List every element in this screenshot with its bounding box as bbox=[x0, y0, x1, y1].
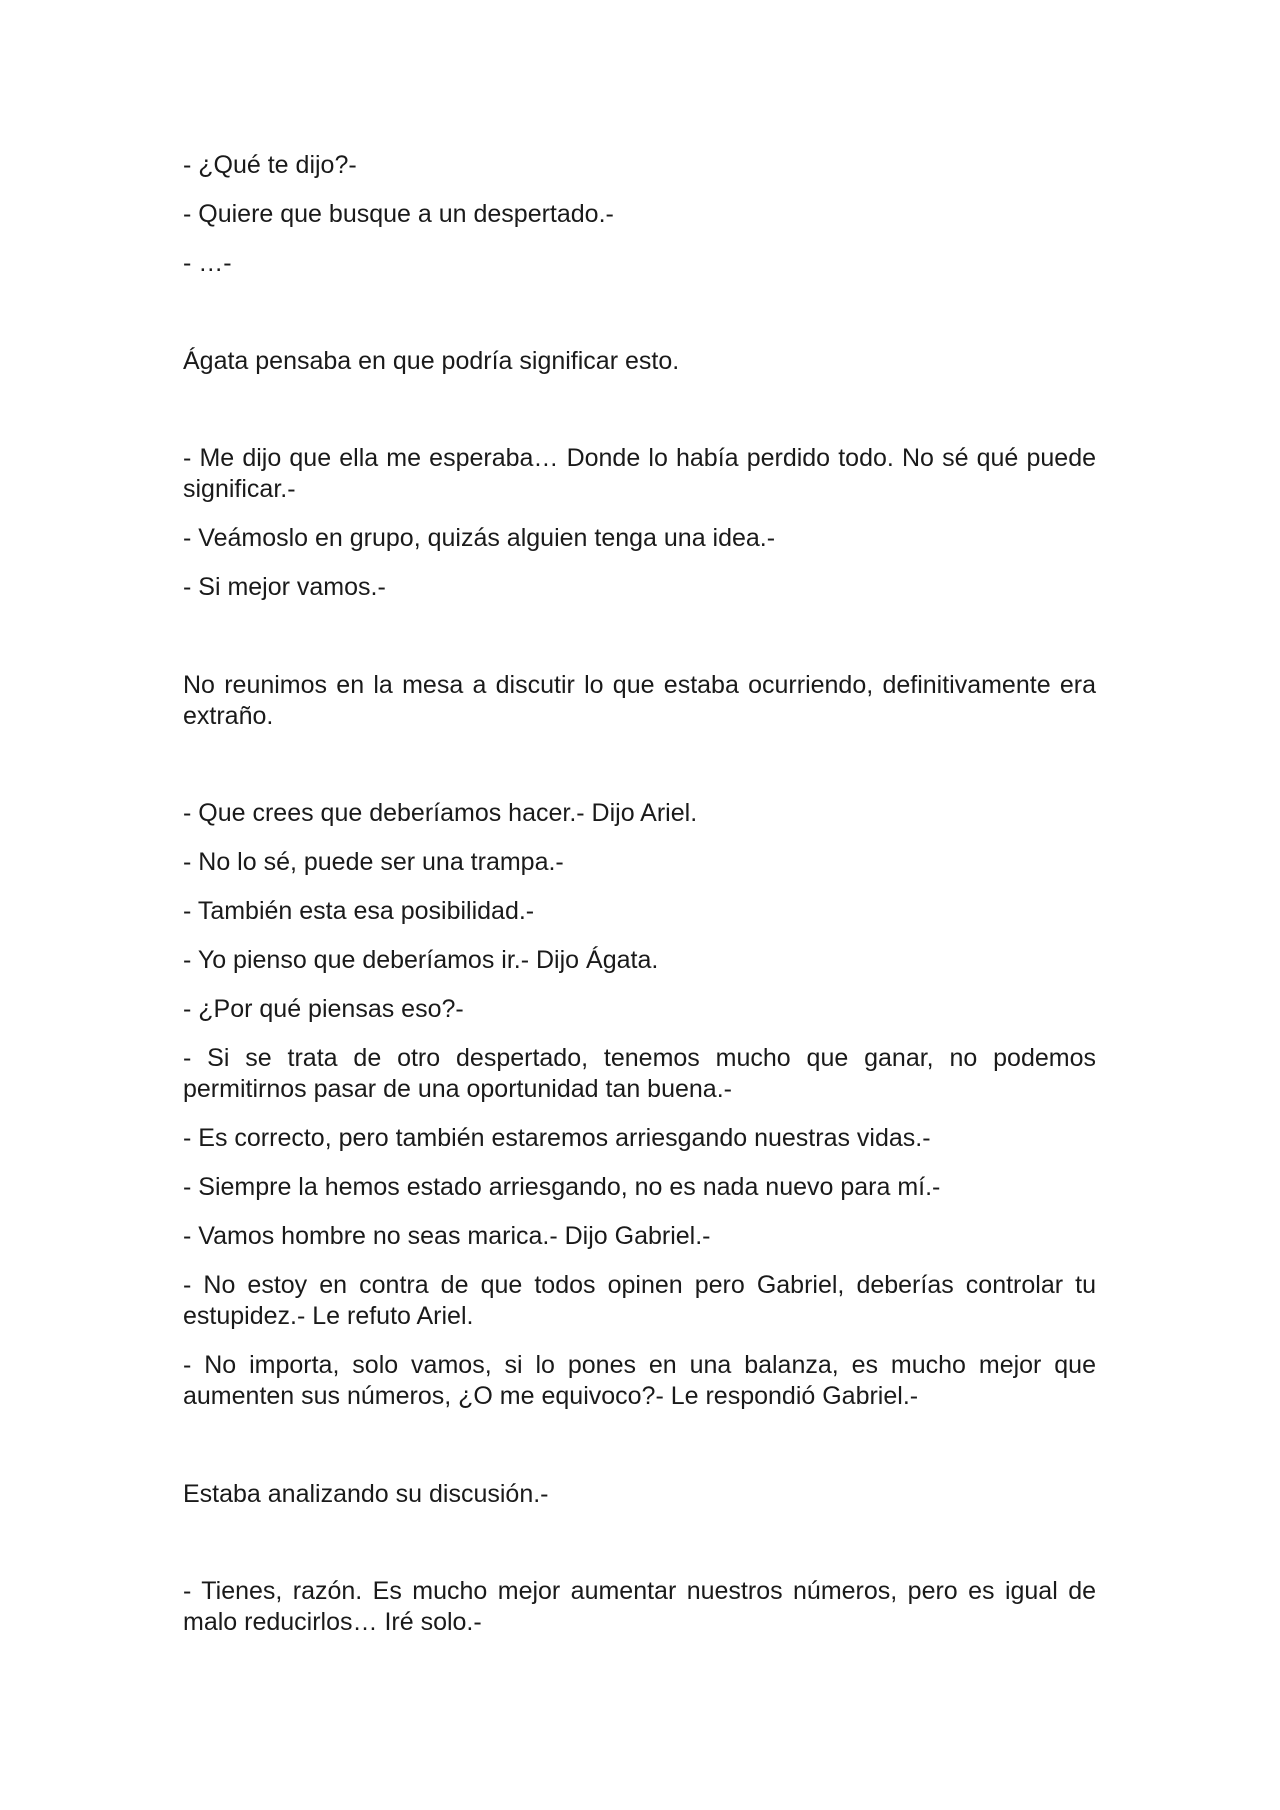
dialogue-line: - ¿Por qué piensas eso?- bbox=[183, 995, 464, 1023]
dialogue-line: - Si se trata de otro despertado, tenemos mucho que ganar, no podemos permitirnos pasar de una oportunidad tan buena.- bbox=[183, 1044, 1096, 1103]
document-page bbox=[183, 150, 1096, 1656]
dialogue-line: - Siempre la hemos estado arriesgando, no es nada nuevo para mí.- bbox=[183, 1173, 941, 1201]
dialogue-line: - Tienes, razón. Es mucho mejor aumentar nuestros números, pero es igual de malo reducirlos… Iré solo.- bbox=[183, 1577, 1096, 1636]
narration-paragraph: Estaba analizando su discusión.- bbox=[183, 1480, 549, 1508]
dialogue-line: - ¿Qué te dijo?- bbox=[183, 151, 357, 179]
dialogue-line: - Es correcto, pero también estaremos arriesgando nuestras vidas.- bbox=[183, 1124, 931, 1152]
dialogue-line: - Vamos hombre no seas marica.- Dijo Gabriel.- bbox=[183, 1222, 711, 1250]
dialogue-line: - Quiere que busque a un despertado.- bbox=[183, 200, 614, 228]
dialogue-line: - No importa, solo vamos, si lo pones en una balanza, es mucho mejor que aumenten sus números, ¿O me equivoco?- Le respondió Gabriel.- bbox=[183, 1351, 1096, 1410]
dialogue-line: - También esta esa posibilidad.- bbox=[183, 897, 535, 925]
dialogue-line: - Me dijo que ella me esperaba… Donde lo había perdido todo. No sé qué puede significar.- bbox=[183, 444, 1096, 503]
narration-paragraph: No reunimos en la mesa a discutir lo que estaba ocurriendo, definitivamente era extraño. bbox=[183, 671, 1096, 730]
dialogue-line: - No estoy en contra de que todos opinen pero Gabriel, deberías controlar tu estupidez.- Le refuto Ariel. bbox=[183, 1271, 1096, 1330]
dialogue-line: - No lo sé, puede ser una trampa.- bbox=[183, 848, 564, 876]
dialogue-line: - Si mejor vamos.- bbox=[183, 573, 386, 601]
dialogue-line: - Yo pienso que deberíamos ir.- Dijo Ágata. bbox=[183, 946, 659, 974]
dialogue-line: - …- bbox=[183, 249, 232, 277]
narration-paragraph: Ágata pensaba en que podría significar esto. bbox=[183, 347, 680, 375]
dialogue-line: - Que crees que deberíamos hacer.- Dijo Ariel. bbox=[183, 799, 698, 827]
dialogue-line: - Veámoslo en grupo, quizás alguien tenga una idea.- bbox=[183, 524, 776, 552]
